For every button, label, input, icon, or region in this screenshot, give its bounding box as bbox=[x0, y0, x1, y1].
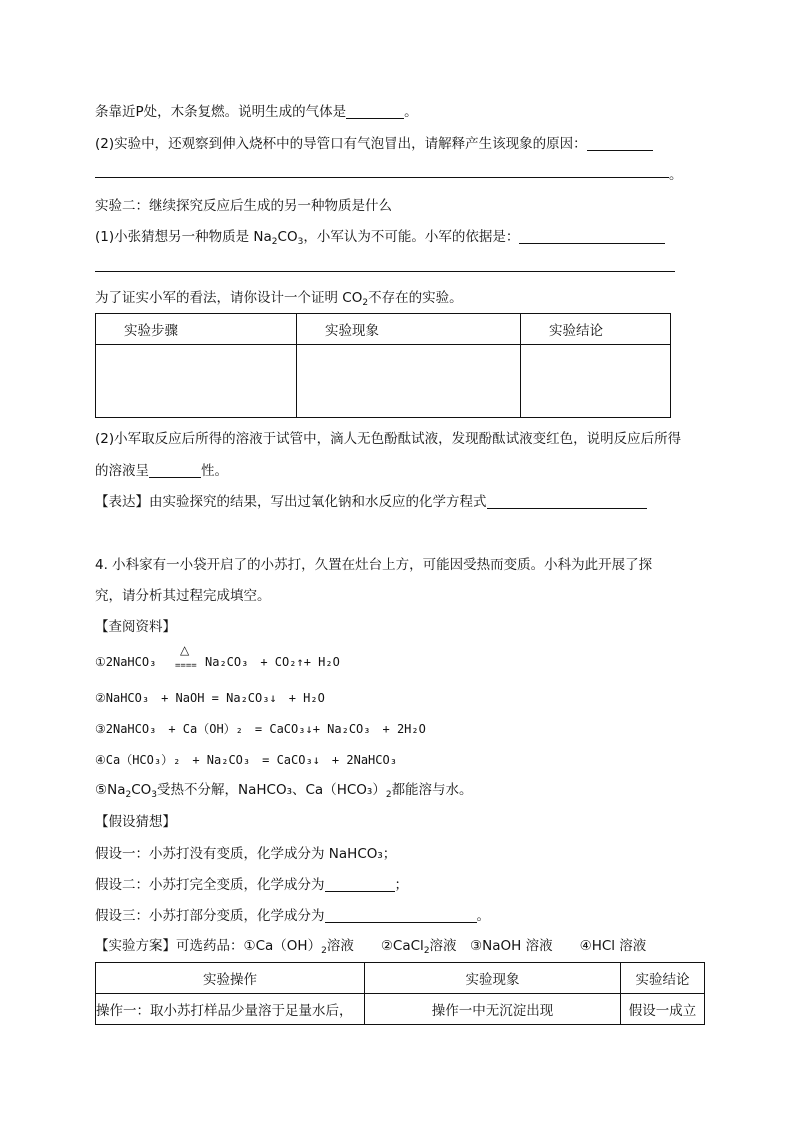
text-line-7: (2)小军取反应后所得的溶液于试管中，滴人无色酚酞试液，发现酚酞试液变红色，说明反应后所得 bbox=[95, 431, 682, 447]
heat-triangle-icon: △ bbox=[180, 643, 190, 657]
table-cell[interactable] bbox=[96, 345, 297, 418]
equation-2: ②NaHCO₃ + NaOH = Na₂CO₃↓ + H₂O bbox=[95, 691, 325, 705]
equation-5: $⑤Na_2CO_3$受热不分解，NaHCO₃、$Ca(HCO_3)_2$都能溶与水。 bbox=[95, 782, 473, 800]
experiment-table-1 bbox=[95, 313, 671, 418]
table-header: 实验结论 bbox=[621, 963, 705, 994]
line-3-period: 。 bbox=[669, 167, 683, 183]
section-title-experiment-2: 实验二：继续探究反应后生成的另一种物质是什么 bbox=[95, 198, 392, 214]
text-line-6: 为了证实小军的看法，请你设计一个证明 $CO_2$不存在的实验。 bbox=[95, 290, 463, 308]
answer-blank[interactable] bbox=[519, 229, 665, 244]
table-header: 实验结论 bbox=[521, 314, 671, 345]
table-cell: 操作一中无沉淀出现 bbox=[365, 994, 621, 1025]
answer-blank[interactable] bbox=[487, 494, 647, 509]
text-line-5: (1)小张猜想另一种物质是 $Na_2CO_3$，小军认为不可能。小军的依据是： bbox=[95, 228, 665, 246]
experiment-plan: 【实验方案】可选药品：$①Ca(OH)_2$溶液 ②CaCl$_2$溶液 ③NaOH 溶液 ④HCl 溶液 bbox=[95, 938, 647, 956]
text-line-expression: 【表达】由实验探究的结果，写出过氧化钠和水反应的化学方程式 bbox=[95, 493, 647, 511]
text-line-2: (2)实验中，还观察到伸入烧杯中的导管口有气泡冒出，请解释产生该现象的原因： bbox=[95, 135, 653, 153]
answer-line[interactable] bbox=[95, 177, 669, 178]
heading-reference: 【查阅资料】 bbox=[95, 619, 176, 635]
answer-line[interactable] bbox=[95, 271, 675, 272]
table-cell: 假设一成立 bbox=[621, 994, 705, 1025]
equation-1-sign: ==== bbox=[175, 661, 197, 671]
table-cell: 操作一：取小苏打样品少量溶于足量水后， bbox=[96, 994, 365, 1025]
experiment-table-2 bbox=[95, 962, 705, 1025]
table-cell[interactable] bbox=[521, 345, 671, 418]
table-header: 实验现象 bbox=[297, 314, 521, 345]
answer-blank[interactable] bbox=[149, 463, 201, 478]
answer-blank[interactable] bbox=[346, 104, 404, 119]
table-cell[interactable] bbox=[297, 345, 521, 418]
table-header: 实验现象 bbox=[365, 963, 621, 994]
equation-1-products: Na₂CO₃ + CO₂↑+ H₂O bbox=[205, 655, 340, 669]
hypothesis-3: 假设三：小苏打部分变质，化学成分为 。 bbox=[95, 908, 490, 924]
question-4-line-1: 4. 小科家有一小袋开启了的小苏打，久置在灶台上方，可能因受热而变质。小科为此开展了探 bbox=[95, 557, 653, 573]
table-row bbox=[96, 994, 705, 1025]
table-header: 实验步骤 bbox=[96, 314, 297, 345]
equation-1: ①2NaHCO₃ bbox=[95, 655, 157, 669]
hypothesis-2: 假设二：小苏打完全变质，化学成分为 ； bbox=[95, 877, 408, 893]
table-header: 实验操作 bbox=[96, 963, 365, 994]
answer-blank[interactable] bbox=[587, 136, 653, 151]
question-4-line-2: 究，请分析其过程完成填空。 bbox=[95, 588, 271, 604]
answer-blank[interactable] bbox=[325, 877, 395, 892]
equation-4: ④Ca（HCO₃）₂ + Na₂CO₃ = CaCO₃↓ + 2NaHCO₃ bbox=[95, 753, 397, 767]
text-line-1: 条靠近P处，木条复燃。说明生成的气体是 。 bbox=[95, 104, 418, 120]
answer-blank[interactable] bbox=[325, 908, 477, 923]
hypothesis-1: 假设一：小苏打没有变质，化学成分为 NaHCO₃； bbox=[95, 846, 397, 862]
text-line-8: 的溶液呈 性。 bbox=[95, 463, 228, 479]
heading-hypothesis: 【假设猜想】 bbox=[95, 814, 176, 830]
equation-3: ③2NaHCO₃ + Ca（OH）₂ = CaCO₃↓+ Na₂CO₃ + 2H₂O bbox=[95, 722, 426, 736]
